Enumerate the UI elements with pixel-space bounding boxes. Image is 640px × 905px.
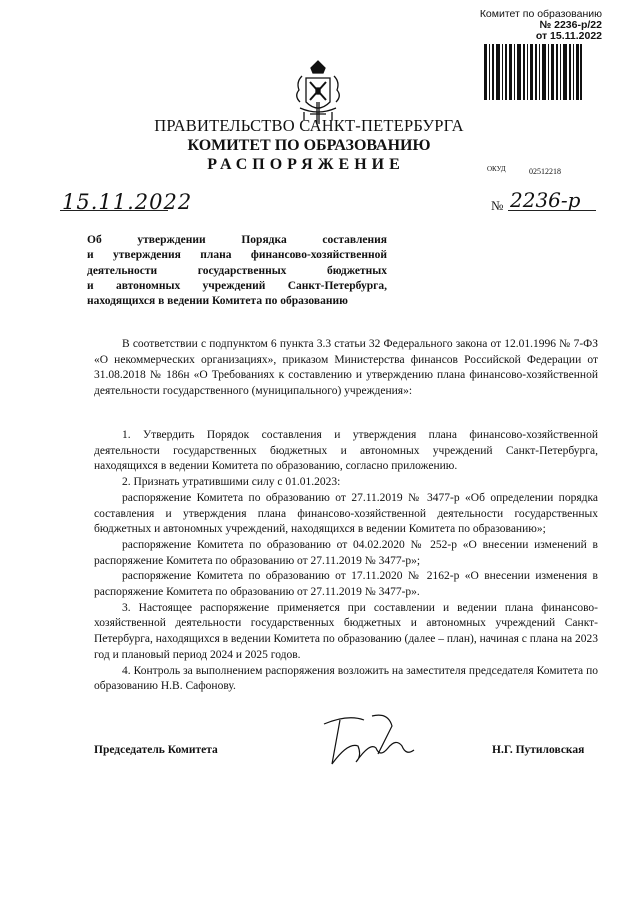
order-item: распоряжение Комитета по образованию от 27.11.2019 № 3477-р «Об определении порядка составления и утверждения плана финансово-хозяйственной деятельности государственных бюджетных и автономных учреждений, находящихся в ведении Комитета по образованию»; (94, 491, 598, 536)
order-item: 4. Контроль за выполнением распоряжения возложить на заместителя председателя Комитета по образованию Н.В. Сафонову. (94, 664, 598, 693)
document-number: 2236-р (510, 188, 581, 212)
order-items (94, 428, 598, 695)
handwritten-signature (318, 712, 418, 772)
order-item: 2. Признать утратившими силу с 01.01.2023: (122, 476, 341, 489)
stamp-reg-number: № 2236-р/22 (539, 19, 602, 31)
okud-code: 02512218 (529, 167, 561, 176)
document-type: РАСПОРЯЖЕНИЕ (207, 156, 405, 173)
signer-position: Председатель Комитета (94, 744, 218, 756)
preamble-text: В соответствии с подпунктом 6 пункта 3.3 статьи 32 Федерального закона от 12.01.1996 № 7-ФЗ «О некоммерческих организациях», приказом Министерства финансов Российской Федерации от 31.08.2018 № 186н «О Требованиях к составлению и утверждению плана финансово-хозяйственной деятельности государственного (муниципального) учреждения»: (94, 338, 598, 398)
order-item: 3. Настоящее распоряжение применяется при составлении и ведении плана финансово-хозяйственной деятельности государственных бюджетных и автономных учреждений Санкт-Петербурга, находящихся в ведении Комитета по образованию (далее – план), начиная с плана на 2023 год и плановый период 2024 и 2025 годов. (94, 601, 598, 661)
subject-line: Об утверждении Порядка составления (87, 234, 387, 246)
subject-line: и утверждения плана финансово-хозяйственной (87, 249, 387, 262)
subject-line: находящихся в ведении Комитета по образованию (87, 295, 348, 308)
okud-label: ОКУД (487, 165, 506, 173)
stamp-issuer: Комитет по образованию (479, 8, 602, 20)
barcode (484, 44, 582, 100)
government-title: ПРАВИТЕЛЬСТВО САНКТ-ПЕТЕРБУРГА (154, 116, 464, 135)
committee-title: КОМИТЕТ ПО ОБРАЗОВАНИЮ (187, 137, 431, 154)
subject-line: и автономных учреждений Санкт-Петербурга, (87, 279, 387, 292)
stamp-reg-date: от 15.11.2022 (535, 30, 602, 42)
registration-stamp (460, 9, 602, 42)
preamble (94, 337, 598, 400)
document-subject (87, 233, 387, 309)
subject-line: деятельности государственных бюджетных (87, 264, 387, 277)
number-label: № (491, 198, 504, 213)
order-item: 1. Утвердить Порядок составления и утверждения плана финансово-хозяйственной деятельности государственных бюджетных и автономных учреждений Санкт-Петербурга, находящихся в ведении Комитета по образованию, согласно приложению. (94, 429, 598, 473)
number-underline (508, 210, 596, 211)
order-item: распоряжение Комитета по образованию от 17.11.2020 № 2162-р «О внесении изменения в распоряжение Комитета по образованию от 27.11.2019 № 3477-р». (94, 570, 598, 599)
order-item: распоряжение Комитета по образованию от 04.02.2020 № 252-р «О внесении изменений в распоряжение Комитета по образованию от 27.11.2019 № 3477-р»; (94, 538, 598, 567)
signer-name: Н.Г. Путиловская (492, 744, 585, 756)
date-underline (60, 210, 168, 211)
document-date: 15.11.2022 (62, 190, 193, 214)
